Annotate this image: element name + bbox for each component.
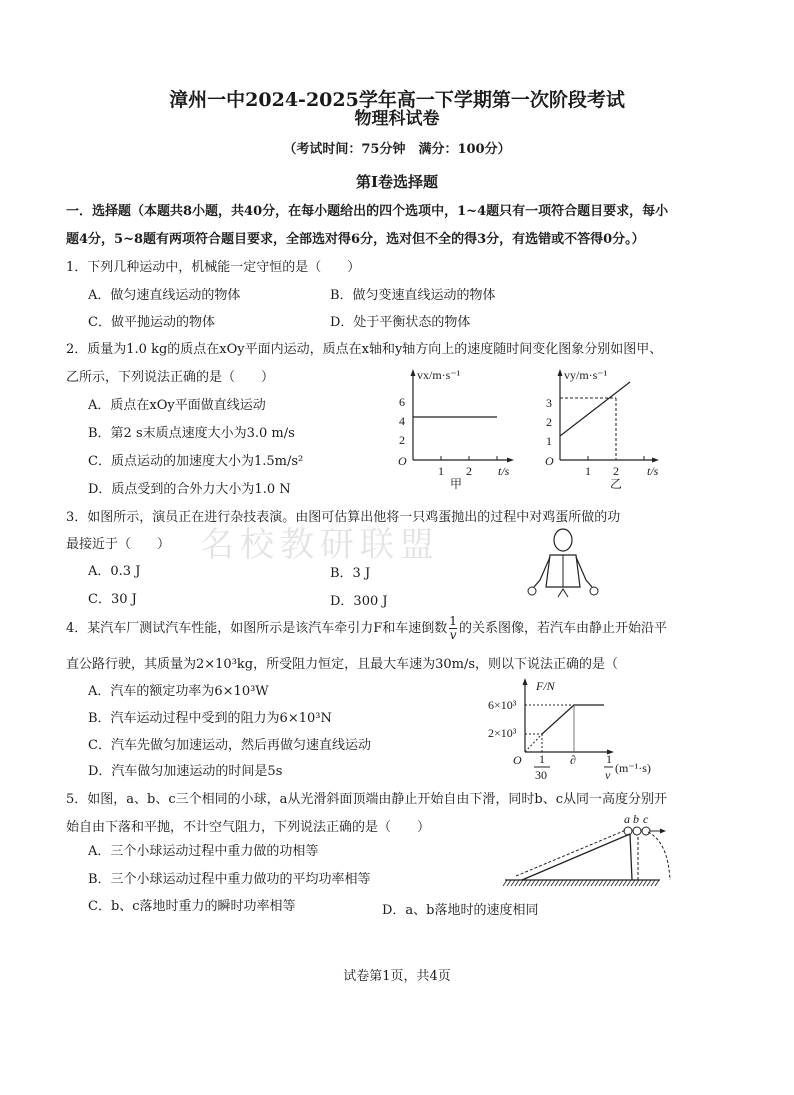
q3-stem-1: 3．如图所示，演员正在进行杂技表演。由图可估算出他将一只鸡蛋抛出的过程中对鸡蛋所做的功 [66, 510, 621, 525]
graph-vy-t [540, 365, 690, 490]
q4-option-d: D．汽车做匀加速运动的时间是5s [88, 764, 283, 779]
q5-option-c: C．b、c落地时重力的瞬时功率相等 [88, 899, 296, 914]
ytick-2e3: 2×10³ [488, 726, 517, 740]
q3-option-a: A．0.3 J [88, 564, 141, 579]
ball-label-a: a [624, 812, 630, 826]
xtick: 2 [613, 464, 619, 478]
q5-option-a: A．三个小球运动过程中重力做的功相等 [88, 844, 319, 859]
q1-stem: 1．下列几种运动中，机械能一定守恒的是（ ） [66, 260, 361, 275]
xtick-handwritten: ∂ [570, 753, 576, 767]
xlabel-unit: (m⁻¹·s) [615, 761, 651, 775]
q4-option-b: B．汽车运动过程中受到的阻力为6×10³N [88, 711, 332, 726]
xlabel: t/s [647, 464, 659, 478]
origin: O [398, 454, 407, 468]
q4-option-c: C．汽车先做匀加速运动，然后再做匀速直线运动 [88, 738, 371, 753]
q3-option-d: D．300 J [330, 594, 388, 609]
ytick: 2 [399, 433, 405, 447]
exam-title: 漳州一中2024-2025学年高一下学期第一次阶段考试 [169, 89, 625, 111]
q2-option-d: D．质点受到的合外力大小为1.0 N [88, 482, 291, 497]
section-instructions-2: 题4分，5~8题有两项符合题目要求，全部选对得6分，选对但不全的得3分，有选错或不答得0分。） [66, 232, 645, 247]
q2-option-c: C．质点运动的加速度大小为1.5m/s² [88, 454, 304, 469]
ball-label-c: c [643, 812, 649, 826]
xlabel: t/s [498, 464, 510, 478]
q2-stem-2: 乙所示，下列说法正确的是（ ） [66, 370, 275, 385]
q1-option-a: A．做匀速直线运动的物体 [88, 288, 241, 303]
origin: O [513, 753, 522, 767]
ground-hatching [503, 880, 659, 886]
q2-option-b: B．第2 s末质点速度大小为3.0 m/s [88, 426, 295, 441]
xtick: 2 [466, 464, 472, 478]
juggler-figure [520, 525, 605, 615]
subject-title: 物理科试卷 [354, 109, 440, 129]
xlabel-den: v [605, 768, 611, 782]
q5-stem-1: 5．如图，a、b、c三个相同的小球，a从光滑斜面顶端由静止开始自由下滑，同时b、c从同一高度分别开 [66, 792, 667, 807]
ylabel: vy/m·s⁻¹ [564, 368, 608, 382]
q4-option-a: A．汽车的额定功率为6×10³W [88, 684, 269, 699]
xlabel-num: 1 [606, 752, 612, 766]
incline-balls-figure [500, 812, 680, 892]
caption: 甲 [450, 477, 463, 491]
page-footer: 试卷第1页，共4页 [343, 969, 451, 984]
q5-option-b: B．三个小球运动过程中重力做功的平均功率相等 [88, 872, 371, 887]
q5-option-d: D．a、b落地时的速度相同 [382, 903, 539, 918]
ytick: 6 [399, 395, 405, 409]
fraction-1-over-v [449, 615, 457, 642]
q3-stem-2: 最接近于（ ） [66, 537, 171, 552]
graph-vx-t [395, 365, 525, 490]
ylabel: vx/m·s⁻¹ [417, 368, 461, 382]
q2-option-a: A．质点在xOy平面做直线运动 [88, 398, 266, 413]
xtick-den: 30 [535, 768, 547, 782]
frac-num: 1 [449, 614, 457, 628]
ball-label-b: b [633, 812, 639, 826]
ytick: 1 [546, 434, 552, 448]
section-instructions-1: 一．选择题（本题共8小题，共40分，在每小题给出的四个选项中，1~4题只有一项符合题目要求，每小 [66, 204, 669, 219]
q4-stem-1b: 的关系图像，若汽车由静止开始沿平 [458, 621, 667, 636]
q2-stem-1: 2．质量为1.0 kg的质点在xOy平面内运动，质点在x轴和y轴方向上的速度随时间变化图象分别如图甲、 [66, 342, 663, 357]
part-title: 第Ⅰ卷选择题 [355, 173, 439, 191]
xtick-num: 1 [539, 752, 545, 766]
exam-info: （考试时间：75分钟 满分：100分） [283, 142, 511, 157]
graph-f-vs-inverse-v [480, 672, 680, 792]
xtick: 1 [585, 464, 591, 478]
ytick: 3 [546, 396, 552, 410]
q4-stem-1a: 4．某汽车厂测试汽车性能，如图所示是该汽车牵引力F和车速倒数 [66, 621, 448, 636]
ytick: 2 [546, 415, 552, 429]
q1-option-b: B．做匀变速直线运动的物体 [330, 288, 496, 303]
frac-den: v [449, 628, 457, 642]
q3-option-b: B．3 J [330, 566, 371, 581]
q1-option-d: D．处于平衡状态的物体 [330, 315, 471, 330]
ylabel: F/N [536, 679, 555, 693]
xtick: 1 [438, 464, 444, 478]
q5-stem-2: 始自由下落和平抛，不计空气阻力，下列说法正确的是（ ） [66, 820, 431, 835]
q3-option-c: C．30 J [88, 592, 137, 607]
ytick: 4 [399, 414, 405, 428]
q4-stem-1 [66, 614, 667, 644]
watermark: 名校教研联盟 [200, 525, 440, 565]
q4-stem-2: 直公路行驶，其质量为2×10³kg，所受阻力恒定，且最大车速为30m/s，则以下说法正确的是（ [66, 657, 619, 672]
origin: O [545, 454, 554, 468]
q1-option-c: C．做平抛运动的物体 [88, 315, 215, 330]
caption: 乙 [610, 477, 623, 491]
ytick-6e3: 6×10³ [488, 698, 517, 712]
